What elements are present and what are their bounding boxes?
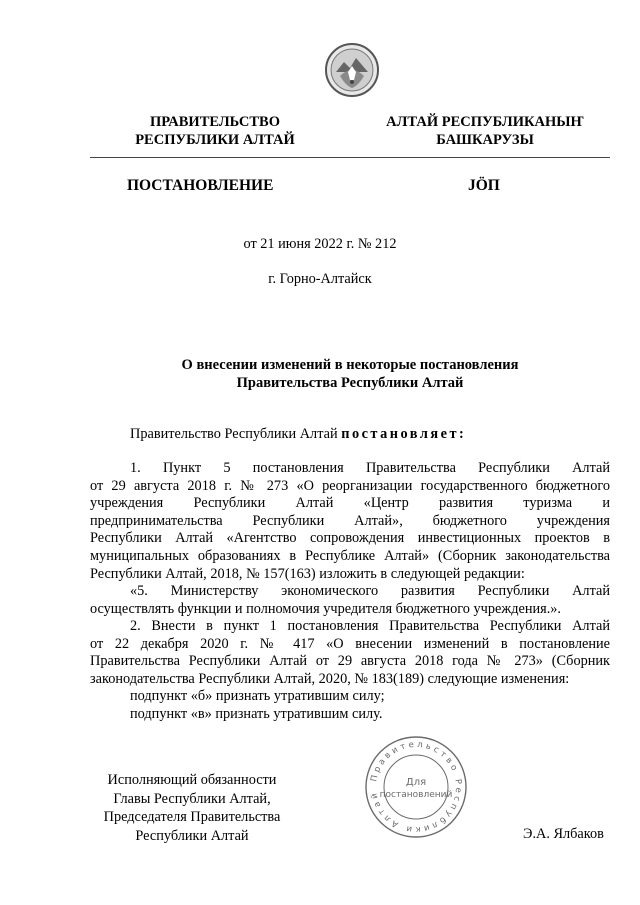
doc-type-right: JÖП	[468, 177, 500, 194]
para2-line: от 22 декабря 2020 г. № 417 «О внесении изменений в постановление	[90, 635, 610, 652]
paragraph-1	[90, 460, 610, 583]
subpoint-b: подпункт «б» признать утратившим силу;	[130, 688, 385, 704]
quote-line1: «5. Министерству экономического развития Республики Алтай	[130, 583, 610, 599]
para1-line: 1. Пункт 5 постановления Правительства Республики Алтай	[130, 460, 610, 476]
subpoint-v: подпункт «в» признать утратившим силу.	[130, 706, 383, 722]
signature-line4: Республики Алтай	[135, 827, 249, 844]
date-number: от 21 июня 2022 г. № 212	[243, 236, 397, 252]
official-stamp	[363, 734, 469, 840]
header-left-line1: ПРАВИТЕЛЬСТВО	[150, 114, 280, 130]
title-line2: Правительства Республики Алтай	[236, 375, 464, 391]
header-divider	[90, 157, 610, 158]
para1-line: учреждения Республики Алтай «Центр развития туризма и	[90, 495, 610, 512]
para1-line: Республики Алтай «Агентство сопровождения инвестиционных проектов в	[90, 530, 610, 547]
stamp-ring-path: Правительство Республики Алтай	[369, 739, 464, 835]
coat-of-arms-emblem	[324, 42, 380, 98]
para1-last-line: Республики Алтай, 2018, № 157(163) изложить в следующей редакции:	[90, 565, 525, 582]
para1-line: от 29 августа 2018 г. № 273 «О реорганизации государственного бюджетного	[90, 477, 610, 494]
signatory-name: Э.А. Ялбаков	[523, 826, 604, 842]
para2-line: 2. Внести в пункт 1 постановления Правительства Республики Алтай	[130, 618, 610, 634]
document-title	[0, 356, 640, 392]
quoted-clause	[90, 583, 610, 618]
para2-line: Правительства Республики Алтай от 29 августа 2018 года № 273» (Сборник	[90, 653, 610, 670]
header-left-line2: РЕСПУБЛИКИ АЛТАЙ	[135, 132, 295, 148]
header-right-line2: БАШКАРУЗЫ	[436, 132, 534, 148]
signature-line2: Главы Республики Алтай,	[113, 790, 271, 807]
header-right-line1: АЛТАЙ РЕСПУБЛИКАНЫҤ	[386, 114, 584, 130]
paragraph-2	[90, 618, 610, 688]
header-right	[380, 113, 590, 149]
stamp-center-line1: Для	[405, 777, 427, 788]
intro-line	[130, 426, 466, 444]
signature-block	[92, 771, 292, 845]
para1-line: муниципальных образованиях в Республике Алтай» (Сборник законодательства	[90, 547, 610, 564]
quote-line2: осуществлять функции и полномочия учредителя бюджетного учреждения.».	[90, 600, 561, 617]
city: г. Горно-Алтайск	[268, 271, 372, 287]
para1-line: предпринимательства Республики Алтай», бюджетного учреждения	[90, 512, 610, 529]
intro-text: Правительство Республики Алтай	[130, 426, 338, 442]
header-left	[110, 113, 320, 149]
para2-last-line: законодательства Республики Алтай, 2020, № 183(189) следующие изменения:	[90, 670, 570, 687]
title-line1: О внесении изменений в некоторые постановления	[181, 357, 519, 373]
stamp-center-line2: постановлений	[379, 790, 453, 800]
signature-line3: Председателя Правительства	[103, 809, 281, 825]
intro-verb: постановляет:	[341, 426, 467, 442]
doc-type-left: ПОСТАНОВЛЕНИЕ	[127, 177, 274, 194]
signature-line1: Исполняющий обязанности	[107, 772, 277, 788]
